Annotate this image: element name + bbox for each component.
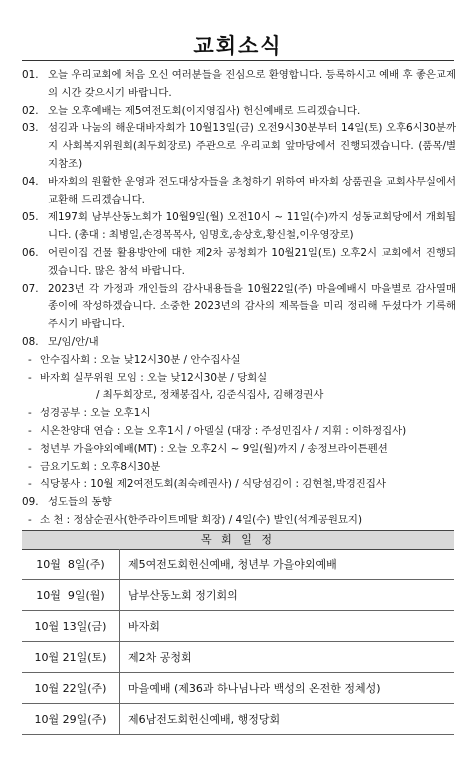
notice-subitem <box>22 352 456 370</box>
schedule-date: 10월 29일(주) <box>22 704 120 735</box>
notice-item <box>22 174 456 210</box>
schedule-header: 목 회 일 정 <box>22 530 454 550</box>
schedule-date: 10월 22일(주) <box>22 673 120 704</box>
notice-text: 오늘 오후예배는 제5여전도회(이지영집사) 헌신예배로 드리겠습니다. <box>48 104 361 117</box>
notice-subitem <box>22 405 456 423</box>
schedule-event: 제2차 공청회 <box>120 642 455 673</box>
schedule-date: 10월 9일(월) <box>22 580 120 611</box>
notice-text: 바자회의 원활한 운영과 전도대상자들을 초청하기 위하여 바자회 상품권을 교회사무실에서 교환해 드리겠습니다. <box>48 175 456 206</box>
notice-number: - <box>28 442 32 455</box>
notice-number: - <box>28 353 32 366</box>
notice-number: - <box>28 407 32 420</box>
schedule-event: 제6남전도회헌신예배, 행정당회 <box>120 704 455 735</box>
notice-text: 성도들의 동향 <box>48 496 112 509</box>
schedule-row <box>22 549 454 580</box>
schedule-row <box>22 580 454 611</box>
notice-subitem <box>22 370 456 388</box>
notice-text: 식당봉사 : 10월 제2여전도회(최숙례권사) / 식당섬김이 : 김현철,박경진집사 <box>40 478 386 491</box>
schedule-date: 10월 21일(토) <box>22 642 120 673</box>
notice-text: 안수집사회 : 오늘 낮12시30분 / 안수집사실 <box>40 353 241 366</box>
schedule-date: 10월 8일(주) <box>22 549 120 580</box>
notice-text: 제197회 남부산동노회가 10월9일(월) 오전10시 ~ 11일(수)까지 성동교회당에서 개회됩니다. (총대 : 최병일,손경목목사, 임명호,송상호,황신철,이우영장로) <box>48 211 456 242</box>
notice-item <box>22 67 456 103</box>
schedule-event: 제5여전도회헌신예배, 청년부 가을야외예배 <box>120 549 455 580</box>
schedule-date: 10월 13일(금) <box>22 611 120 642</box>
notice-subitem <box>22 441 456 459</box>
schedule-row <box>22 673 454 704</box>
notice-subitem <box>22 476 456 494</box>
notice-number: - <box>28 460 32 473</box>
schedule-table <box>22 549 454 735</box>
notice-number: 08. <box>22 335 39 348</box>
notice-text: 금요기도회 : 오후8시30분 <box>40 460 161 473</box>
page-title: 교회소식 <box>193 34 283 58</box>
schedule-row <box>22 642 454 673</box>
notice-text: 섬김과 나눔의 해운대바자회가 10월13일(금) 오전9시30분부터 14일(토) 오후6시30분까지 사회복지위원회(최두희장로) 주관으로 우리교회 앞마당에서 진행되겠습니다. (품목/별지참조) <box>48 122 456 170</box>
notice-item <box>22 209 456 245</box>
notice-item <box>22 281 456 334</box>
notice-number: 07. <box>22 282 39 295</box>
notice-item <box>22 103 456 121</box>
notice-subitem <box>22 423 456 441</box>
notice-text: 청년부 가을야외예배(MT) : 오늘 오후2시 ~ 9일(월)까지 / 송정브라이튼펜션 <box>40 442 388 455</box>
schedule-event: 바자회 <box>120 611 455 642</box>
notice-item <box>22 334 456 352</box>
schedule-event: 마을예배 (제36과 하나님나라 백성의 온전한 정체성) <box>120 673 455 704</box>
notice-number: 09. <box>22 496 39 509</box>
notice-text: 모/임/안/내 <box>48 335 99 348</box>
schedule-row <box>22 704 454 735</box>
schedule-row <box>22 611 454 642</box>
notice-number: 03. <box>22 122 39 135</box>
notice-text: 바자회 실무위원 모임 : 오늘 낮12시30분 / 당회실 <box>40 371 268 384</box>
notice-item <box>22 494 456 512</box>
notice-text: 소 천 : 정삼순권사(한주라이트메탈 회장) / 4일(수) 발인(석계공원묘지) <box>40 513 363 526</box>
notice-number: 04. <box>22 175 39 188</box>
schedule-event: 남부산동노회 정기회의 <box>120 580 455 611</box>
notice-subitem <box>22 512 456 530</box>
notice-text: / 최두희장로, 정채봉집사, 김준식집사, 김해경권사 <box>96 389 324 402</box>
notice-subitem <box>22 387 456 405</box>
notice-number: - <box>28 424 32 437</box>
notice-number: 06. <box>22 246 39 259</box>
notice-list <box>22 67 456 530</box>
notice-number: - <box>28 371 32 384</box>
notice-text: 성경공부 : 오늘 오후1시 <box>40 407 151 420</box>
notice-item <box>22 120 456 173</box>
notice-number: 05. <box>22 211 39 224</box>
notice-number: 02. <box>22 104 39 117</box>
notice-item <box>22 245 456 281</box>
title-divider <box>22 60 454 61</box>
notice-text: 시온찬양대 연습 : 오늘 오후1시 / 아델실 (대장 : 주성민집사 / 지휘 : 이하정집사) <box>40 424 407 437</box>
notice-text: 어린이집 건물 활용방안에 대한 제2차 공청회가 10월21일(토) 오후2시 교회에서 진행되겠습니다. 많은 참석 바랍니다. <box>48 246 456 277</box>
notice-text: 2023년 각 가정과 개인들의 감사내용들을 10월22일(주) 마을예배시 마을별로 감사열매종이에 작성하겠습니다. 소중한 2023년의 감사의 제목들을 미리 정리해 두셨다가 기록해주시기 바랍니다. <box>48 282 456 331</box>
notice-subitem <box>22 459 456 477</box>
notice-number: 01. <box>22 69 39 81</box>
notice-number: - <box>28 478 32 491</box>
notice-text: 오늘 우리교회에 처음 오신 여러분들을 진심으로 환영합니다. 등록하시고 예배 후 좋은교제의 시간 갖으시기 바랍니다. <box>48 69 456 99</box>
notice-number: - <box>28 513 32 526</box>
